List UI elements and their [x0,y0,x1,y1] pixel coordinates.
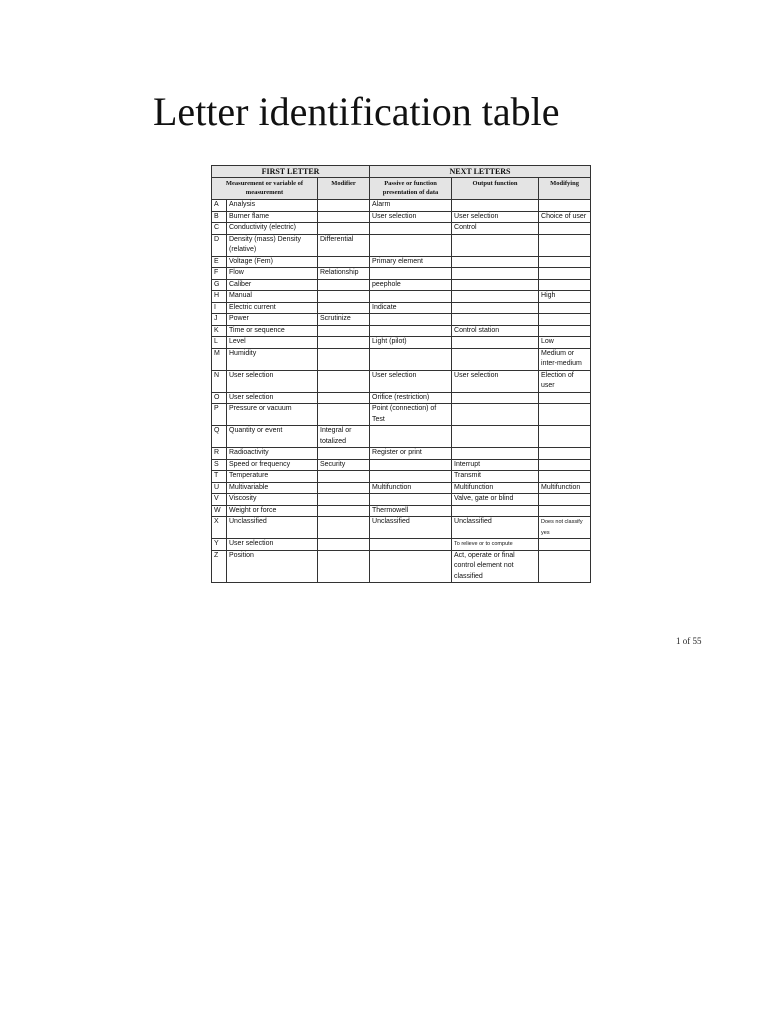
passive-function-cell: Indicate [370,302,452,314]
letter-cell: C [212,223,227,235]
modifier-cell [318,337,370,349]
table-row [212,279,591,291]
modifying-cell [539,234,591,256]
measurement-cell: Multivariable [227,482,318,494]
measurement-cell: Quantity or event [227,426,318,448]
output-function-cell: User selection [452,370,539,392]
table-row [212,517,591,539]
table-row [212,426,591,448]
letter-cell: I [212,302,227,314]
modifying-cell [539,539,591,551]
modifier-cell [318,550,370,583]
passive-function-cell [370,348,452,370]
letter-cell: U [212,482,227,494]
output-function-cell [452,302,539,314]
table-row [212,302,591,314]
modifier-cell [318,348,370,370]
passive-function-cell [370,234,452,256]
measurement-cell: Electric current [227,302,318,314]
output-function-cell: Unclassified [452,517,539,539]
output-function-cell [452,348,539,370]
letter-cell: M [212,348,227,370]
letter-identification-table [211,165,591,583]
modifier-cell: Integral or totalized [318,426,370,448]
output-function-cell [452,200,539,212]
modifying-cell [539,392,591,404]
modifier-cell [318,471,370,483]
table-row [212,539,591,551]
modifying-cell: Low [539,337,591,349]
output-function-cell [452,505,539,517]
measurement-cell: Position [227,550,318,583]
letter-cell: A [212,200,227,212]
table-row [212,482,591,494]
measurement-cell: Density (mass) Density (relative) [227,234,318,256]
modifying-cell [539,494,591,506]
table-row [212,314,591,326]
passive-function-cell: Point (connection) of Test [370,404,452,426]
page-number: 1 of 55 [676,636,702,646]
modifier-cell [318,539,370,551]
modifier-cell [318,223,370,235]
modifying-cell: Medium or inter-medium [539,348,591,370]
passive-function-cell [370,471,452,483]
passive-function-cell: Register or print [370,448,452,460]
measurement-cell: Analysis [227,200,318,212]
measurement-cell: Unclassified [227,517,318,539]
passive-function-cell [370,426,452,448]
measurement-cell: User selection [227,392,318,404]
output-function-cell [452,404,539,426]
measurement-cell: Pressure or vacuum [227,404,318,426]
output-function-cell [452,426,539,448]
passive-function-cell [370,550,452,583]
table-row [212,471,591,483]
table-row [212,494,591,506]
group-header-next-letters: NEXT LETTERS [370,166,591,178]
letter-cell: L [212,337,227,349]
passive-function-cell: Orifice (restriction) [370,392,452,404]
modifying-cell [539,448,591,460]
passive-function-cell [370,314,452,326]
modifying-cell [539,505,591,517]
measurement-cell: Caliber [227,279,318,291]
modifying-cell: Election of user [539,370,591,392]
column-header-row [212,178,591,200]
table-row [212,325,591,337]
group-header-row [212,166,591,178]
passive-function-cell [370,494,452,506]
modifying-cell: Multifunction [539,482,591,494]
table-row [212,550,591,583]
column-header-modifier: Modifier [318,178,370,200]
modifying-cell [539,325,591,337]
modifier-cell [318,279,370,291]
output-function-cell [452,268,539,280]
letter-cell: B [212,211,227,223]
modifier-cell [318,482,370,494]
passive-function-cell [370,268,452,280]
output-function-cell: Act, operate or final control element not classified [452,550,539,583]
table-row [212,404,591,426]
column-header-passive-function: Passive or function presentation of data [370,178,452,200]
measurement-cell: Manual [227,291,318,303]
modifier-cell [318,404,370,426]
measurement-cell: Humidity [227,348,318,370]
modifying-cell [539,404,591,426]
passive-function-cell: Primary element [370,256,452,268]
output-function-cell [452,314,539,326]
table-body [212,200,591,583]
letter-cell: V [212,494,227,506]
modifier-cell [318,256,370,268]
output-function-cell [452,291,539,303]
passive-function-cell [370,539,452,551]
table-row [212,291,591,303]
table-row [212,448,591,460]
modifying-cell [539,426,591,448]
modifier-cell [318,517,370,539]
table-row [212,459,591,471]
modifying-cell [539,256,591,268]
letter-cell: F [212,268,227,280]
letter-cell: R [212,448,227,460]
modifier-cell [318,370,370,392]
table-row [212,234,591,256]
measurement-cell: Speed or frequency [227,459,318,471]
measurement-cell: User selection [227,370,318,392]
modifying-cell [539,223,591,235]
letter-cell: Z [212,550,227,583]
measurement-cell: Voltage (Fem) [227,256,318,268]
table-row [212,348,591,370]
modifier-cell [318,392,370,404]
output-function-cell: Interrupt [452,459,539,471]
output-function-cell: Valve, gate or blind [452,494,539,506]
letter-cell: P [212,404,227,426]
modifier-cell: Scrutinize [318,314,370,326]
modifying-cell [539,200,591,212]
table-row [212,392,591,404]
modifier-cell [318,200,370,212]
modifier-cell [318,302,370,314]
table-row [212,200,591,212]
modifier-cell [318,505,370,517]
modifying-cell [539,459,591,471]
passive-function-cell: User selection [370,211,452,223]
passive-function-cell [370,325,452,337]
column-header-measurement: Measurement or variable of measurement [212,178,318,200]
measurement-cell: Conductivity (electric) [227,223,318,235]
letter-cell: G [212,279,227,291]
output-function-cell [452,234,539,256]
table-row [212,256,591,268]
modifying-cell [539,550,591,583]
modifier-cell: Relationship [318,268,370,280]
modifier-cell [318,211,370,223]
measurement-cell: Burner flame [227,211,318,223]
modifying-cell [539,302,591,314]
modifier-cell [318,494,370,506]
modifier-cell: Security [318,459,370,471]
measurement-cell: Radioactivity [227,448,318,460]
table-row [212,223,591,235]
modifying-cell [539,314,591,326]
table-row [212,505,591,517]
output-function-cell [452,256,539,268]
output-function-cell: Multifunction [452,482,539,494]
measurement-cell: Level [227,337,318,349]
letter-cell: N [212,370,227,392]
output-function-cell [452,448,539,460]
passive-function-cell [370,291,452,303]
modifier-cell [318,448,370,460]
table-row [212,268,591,280]
modifying-cell [539,279,591,291]
letter-cell: Y [212,539,227,551]
output-function-cell [452,392,539,404]
modifying-cell [539,268,591,280]
letter-cell: Q [212,426,227,448]
passive-function-cell: Thermowell [370,505,452,517]
letter-cell: X [212,517,227,539]
passive-function-cell: Light (pilot) [370,337,452,349]
table-row [212,211,591,223]
passive-function-cell: Alarm [370,200,452,212]
modifier-cell [318,325,370,337]
output-function-cell: User selection [452,211,539,223]
letter-cell: K [212,325,227,337]
output-function-cell: To relieve or to compute [452,539,539,551]
modifying-cell: Does not classify yes [539,517,591,539]
passive-function-cell: peephole [370,279,452,291]
modifying-cell [539,471,591,483]
modifier-cell [318,291,370,303]
output-function-cell [452,337,539,349]
modifying-cell: Choice of user [539,211,591,223]
letter-cell: O [212,392,227,404]
output-function-cell: Control station [452,325,539,337]
group-header-first-letter: FIRST LETTER [212,166,370,178]
measurement-cell: Temperature [227,471,318,483]
page-title: Letter identification table [153,89,560,134]
output-function-cell [452,279,539,291]
passive-function-cell [370,223,452,235]
measurement-cell: Time or sequence [227,325,318,337]
measurement-cell: Weight or force [227,505,318,517]
passive-function-cell [370,459,452,471]
letter-cell: E [212,256,227,268]
letter-cell: D [212,234,227,256]
letter-cell: S [212,459,227,471]
measurement-cell: Flow [227,268,318,280]
letter-cell: J [212,314,227,326]
letter-cell: T [212,471,227,483]
modifier-cell: Differential [318,234,370,256]
output-function-cell: Control [452,223,539,235]
letter-cell: H [212,291,227,303]
passive-function-cell: Multifunction [370,482,452,494]
measurement-cell: Viscosity [227,494,318,506]
passive-function-cell: Unclassified [370,517,452,539]
measurement-cell: User selection [227,539,318,551]
letter-cell: W [212,505,227,517]
measurement-cell: Power [227,314,318,326]
table-row [212,337,591,349]
table-row [212,370,591,392]
output-function-cell: Transmit [452,471,539,483]
column-header-output-function: Output function [452,178,539,200]
column-header-modifying: Modifying [539,178,591,200]
passive-function-cell: User selection [370,370,452,392]
modifying-cell: High [539,291,591,303]
